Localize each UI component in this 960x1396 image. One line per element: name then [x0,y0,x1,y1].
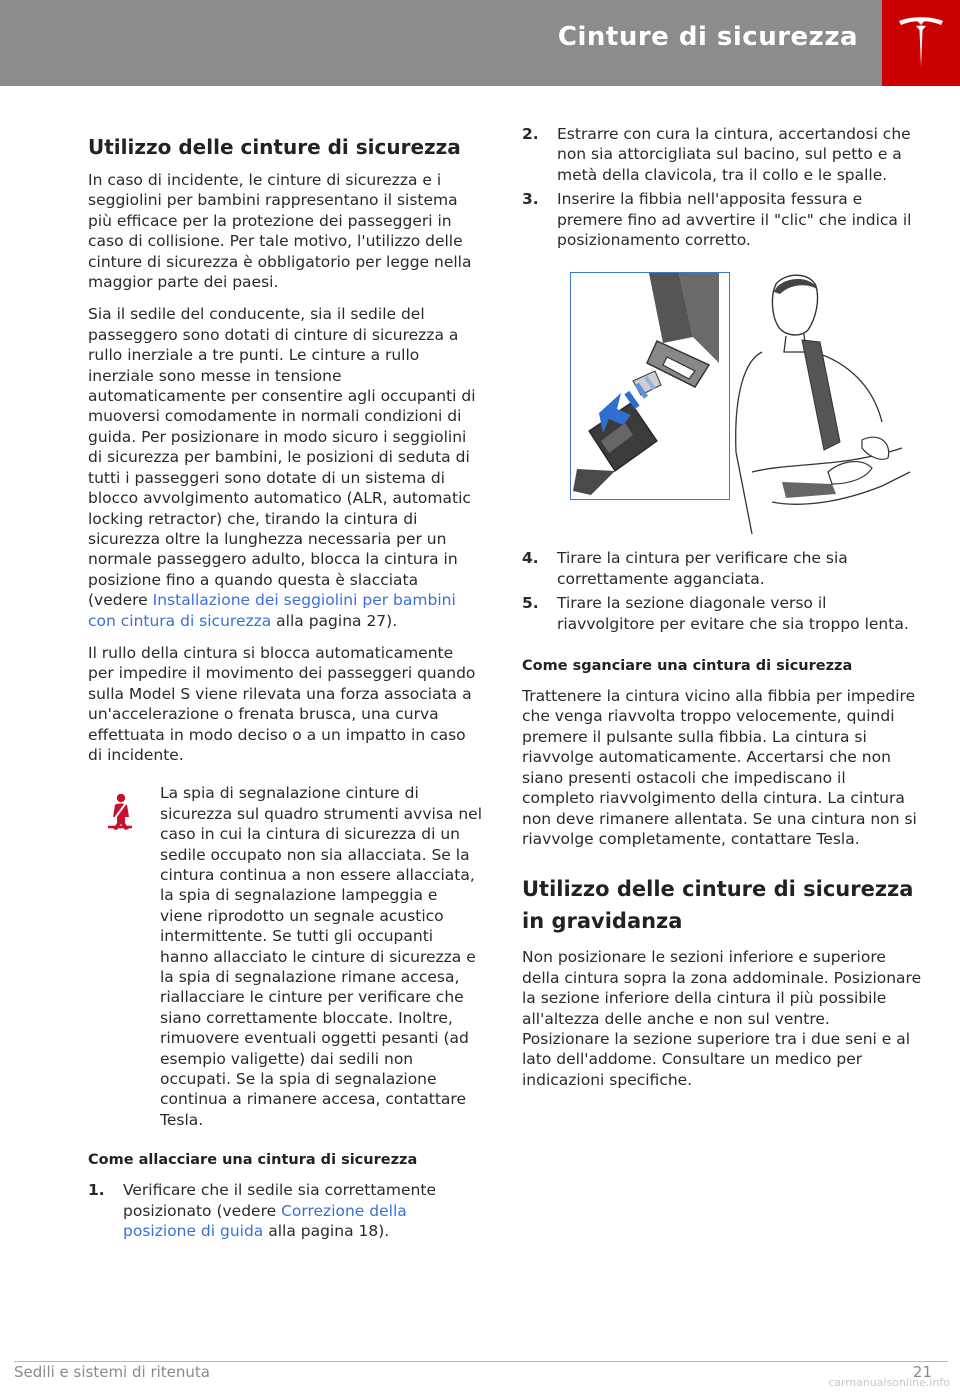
link-driving-position[interactable]: Correzione della posizione di guida [123,1201,407,1241]
tesla-logo [882,0,960,86]
page-header [0,0,960,86]
footer-page-number: 21 [912,1363,932,1381]
note-text: La spia di segnalazione cinture di sicurezza sul quadro strumenti avvisa nel caso in cui la cintura di sicurezza di un sedile occupato non sia allacciata. Se la cintura continua a non essere allacciata, la spia di segnalazione lampeggia e viene riprodotto un segnale acustico intermittente. Se tutti gli occupanti hanno allacciato le cinture di sicurezza e la spia di segnalazione rimane accesa, riallacciare le cinture per verificare che siano correttamente bloccate. Inoltre, rimuovere eventuali oggetti pesanti (ad esempio valigette) dai sedili non occupati. Se la spia di segnalazione continua a rimanere accesa, contattare Tesla. [160,784,483,1129]
steps-list-bottom [522,548,922,634]
paragraph-pregnancy: Non posizionare le sezioni inferiore e superiore della cintura sopra la zona addominale. Posizionare la sezione inferiore della cintura il più possibile all'altezza delle anche e non sul ventre. Posizionare la sezione superiore tra i due seni e al lato dell'addome. Consultare un medico per indicazioni specifiche. [522,948,922,1089]
link-child-seat-installation[interactable]: Installazione dei seggiolini per bambini con cintura di sicurezza [88,591,456,630]
tesla-logo-icon [896,15,946,69]
step-text: Tirare la cintura per verificare che sia correttamente agganciata. [557,549,848,588]
paragraph-intro: In caso di incidente, le cinture di sicurezza e i seggiolini per bambini rappresentano il sistema più efficace per la protezione dei passeggeri in caso di collisione. Per tale motivo, l'utilizzo delle cinture di sicurezza è obbligatorio per legge nella maggior parte dei paesi. [88,171,472,292]
step-number: 5. [522,594,539,613]
section-title: Cinture di sicurezza [557,22,858,52]
paragraph-release: Trattenere la cintura vicino alla fibbia per impedire che venga riavvolta troppo velocemente, quindi premere il pulsante sulla fibbia. La cintura si riavvolge automaticamente. Accertarsi che non siano presenti ostacoli che impediscano il completo riavvolgimento della cintura. La cintura non deve rimanere allentata. Se una cintura non si riavvolge completamente, contattare Tesla. [522,687,917,848]
person-drawing [732,272,910,534]
paragraph-belt-lock: Il rullo della cintura si blocca automaticamente per impedire il movimento dei passeggeri quando sulla Model S viene rilevata una forza associata a un'accelerazione o frenata brusca, una curva effettuata in modo deciso o a un impatto in caso di incidente. [88,643,476,764]
heading-fasten-belt: Come allacciare una cintura di sicurezza [88,1152,418,1169]
paragraph-inertia-belts [88,304,482,631]
steps-list-top [522,124,922,250]
footer-divider [14,1361,948,1362]
left-column [88,124,482,1246]
seatbelt-illustration [570,272,910,534]
heading-release-belt: Come sganciare una cintura di sicurezza [522,658,853,675]
step-text: Verificare che il sedile sia correttamente posizionato (vedere [123,1181,436,1220]
step-item [522,593,922,634]
buckle-detail-figure [570,272,730,500]
right-column [522,124,922,1102]
heading-pregnancy: Utilizzo delle cinture di sicurezza in gravidanza [522,877,914,934]
step-text: Inserire la fibbia nell'apposita fessura e premere fino ad avvertire il "clic" che indica il posizionamento corretto. [557,190,912,250]
paragraph-text: Sia il sedile del conducente, sia il sedile del passeggero sono dotati di cinture di sicurezza a rullo inerziale a tre punti. Le cinture a rullo inerziale sono messe in tensione automaticamente per consentire agli occupanti di muoversi comodamente in normali condizioni di guida. Per posizionare in modo sicuro i seggiolini di sicurezza per bambini, le posizioni di seduta di tutti i passeggeri sono dotate di un sistema di blocco avvolgimento automatico (ALR, automatic locking retractor) che, tirando la cintura di sicurezza oltre la lunghezza necessaria per un normale passeggero adulto, blocca la cintura in posizione fino a quando questa è slacciata (vedere [88,305,476,610]
step-text: alla pagina 18). [263,1222,390,1241]
step-number: 1. [88,1181,105,1200]
watermark: carmanualsonline.info [828,1376,950,1389]
step-item [522,548,922,589]
paragraph-text: alla pagina 27). [271,611,398,630]
buckle-detail-drawing [571,273,728,498]
step-item [522,124,922,185]
seatbelt-warning-icon [106,793,134,831]
warning-light-note [88,783,482,1130]
step-item [522,189,922,250]
heading-seatbelt-use: Utilizzo delle cinture di sicurezza [88,135,461,159]
step-number: 3. [522,190,539,209]
person-wearing-belt-figure [732,272,910,534]
step-1 [88,1180,482,1241]
step-number: 2. [522,125,539,143]
step-text: Estrarre con cura la cintura, accertandosi che non sia attorcigliata sul bacino, sul petto e a metà della clavicola, tra il collo e le spalle. [557,125,911,184]
footer-section-name: Sedili e sistemi di ritenuta [14,1363,210,1381]
step-text: Tirare la sezione diagonale verso il riavvolgitore per evitare che sia troppo lenta. [557,594,909,633]
step-number: 4. [522,549,539,568]
